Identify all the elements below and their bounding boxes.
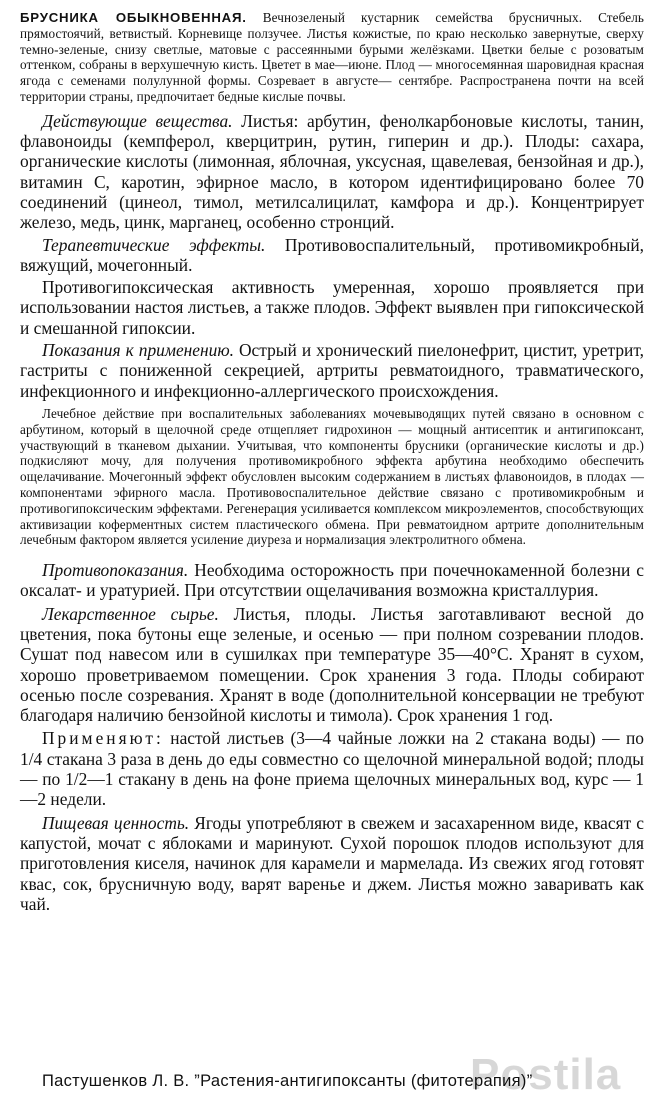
raw-material-text: Листья, плоды. Листья заготавливают весной до цветения, пока бутоны еще зеленые, и осенью — при полном созревании плодов. Сушат под навесом или в сушилках при температуре 35—40°С. Хранят в сухом, хорошо проветриваемом помещении. Срок хранения 3 года. Плоды собирают осенью после созревания. Хранят в воде (дополнительной консервации не требуют благодаря наличию бензойной кислоты и тимола). Срок хранения 1 год. (20, 603, 644, 726)
active-substances-label: Действующие вещества. (42, 110, 233, 131)
contraindications-text: Необходима осторожность при почечнокаменной болезни с оксалат- и уратурией. При отсутствии ощелачивания возможна кристаллурия. (20, 560, 644, 601)
indications-paragraph (20, 340, 644, 401)
usage-paragraph (20, 728, 644, 809)
indications-text: Острый и хронический пиелонефрит, цистит, уретрит, гастриты с пониженной секрецией, артриты ревматоидного, травматического, инфекционного и инфекционно-аллергического происхождения. (20, 340, 644, 401)
indications-label: Показания к применению. (42, 340, 234, 361)
raw-material-paragraph (20, 604, 644, 726)
food-value-text: Ягоды употребляют в свежем и засахаренном виде, квасят с капустой, мочат с яблоками и маринуют. Сухой порошок плодов используют для приготовления киселя, начинок для карамели и мармелада. Из свежих ягод готовят квас, сок, брусничную воду, варят варенье и джем. Листья можно заваривать как чай. (20, 812, 644, 914)
contraindications-paragraph (20, 560, 644, 601)
usage-label: Применяют: (42, 728, 164, 749)
food-value-label: Пищевая ценность. (42, 812, 190, 833)
raw-material-label: Лекарственное сырье. (42, 603, 219, 624)
contraindications-label: Противопоказания. (42, 560, 189, 581)
therapeutic-effects-label: Терапевтические эффекты. (42, 234, 266, 255)
source-citation: Пастушенков Л. В. ”Растения-антигипоксанты (фитотерапия)” (42, 1072, 533, 1090)
mechanism-paragraph: Лечебное действие при воспалительных заболеваниях мочевыводящих путей связано в основном с арбутином, который в щелочной среде отщепляет гидрохинон — мощный антисептик и антигипоксант, участвующий в тканевом дыхании. Учитывая, что компоненты брусники (органические кислоты и др.) подкисляют мочу, для получения противомикробного эффекта арбутина необходимо обеспечить ощелачивание. Мочегонный эффект обусловлен высоким содержанием в листьях флавоноидов, в плодах — компонентами эфирного масла. Противовоспалительное действие связано с противомикробным и противогипоксическим эффектами. Регенерация усиливается комплексом микроэлементов, способствующих активизации коферментных систем пластического обмена. При ревматоидном артрите дополнительным лечебным фактором является усиление диуреза и нормализация электролитного обмена. (20, 405, 644, 548)
therapeutic-effects-paragraph (20, 235, 644, 276)
therapeutic-effects-text: Противовоспалительный, противомикробный, вяжущий, мочегонный. (20, 234, 644, 275)
active-substances-text: Листья: арбутин, фенолкарбоновые кислоты, танин, флавоноиды (кемпферол, кверцитрин, рутин, гиперин и др.). Плоды: сахара, органические кислоты (лимонная, яблочная, уксусная, щавелевая, бензойная и др.), витамин С, каротин, эфирное масло, в котором идентифицировано более 70 соединений (цинеол, тимол, метилсалицилат, камфора и др.). Концентрирует железо, медь, цинк, марганец, особенно стронций. (20, 110, 644, 233)
postila-watermark: Postila (470, 1050, 622, 1099)
article (20, 10, 644, 914)
antihypoxic-activity-paragraph: Противогипоксическая активность умеренная, хорошо проявляется при использовании настоя листьев, а также плодов. Эффект выявлен при гипоксической и смешанной гипоксии. (20, 277, 644, 338)
active-substances-paragraph (20, 111, 644, 233)
usage-text: настой листьев (3—4 чайные ложки на 2 стакана воды) — по 1/4 стакана 3 раза в день до еды совместно со щелочной минеральной водой; плоды — по 1/2—1 стакану в день на фоне приема щелочных минеральных вод, курс — 1—2 недели. (20, 728, 644, 810)
intro-text: Вечнозеленый кустарник семейства брусничных. Стебель прямостоячий, ветвистый. Корневище ползучее. Листья кожистые, по краю несколько завернутые, сверху темно-зеленые, снизу светлые, матовые с рассеянными бурыми желёзками. Цветки белые с розоватым оттенком, собраны в верхушечную кисть. Цветет в мае—июне. Плод — многосемянная шаровидная красная ягода с семенами полулунной формы. Созревает в августе— сентябре. Распространена почти на всей территории страны, предпочитает бедные кислые почвы. (20, 10, 644, 104)
food-value-paragraph (20, 813, 644, 914)
article-title: БРУСНИКА ОБЫКНОВЕННАЯ. (20, 10, 247, 25)
intro-paragraph (20, 10, 644, 105)
